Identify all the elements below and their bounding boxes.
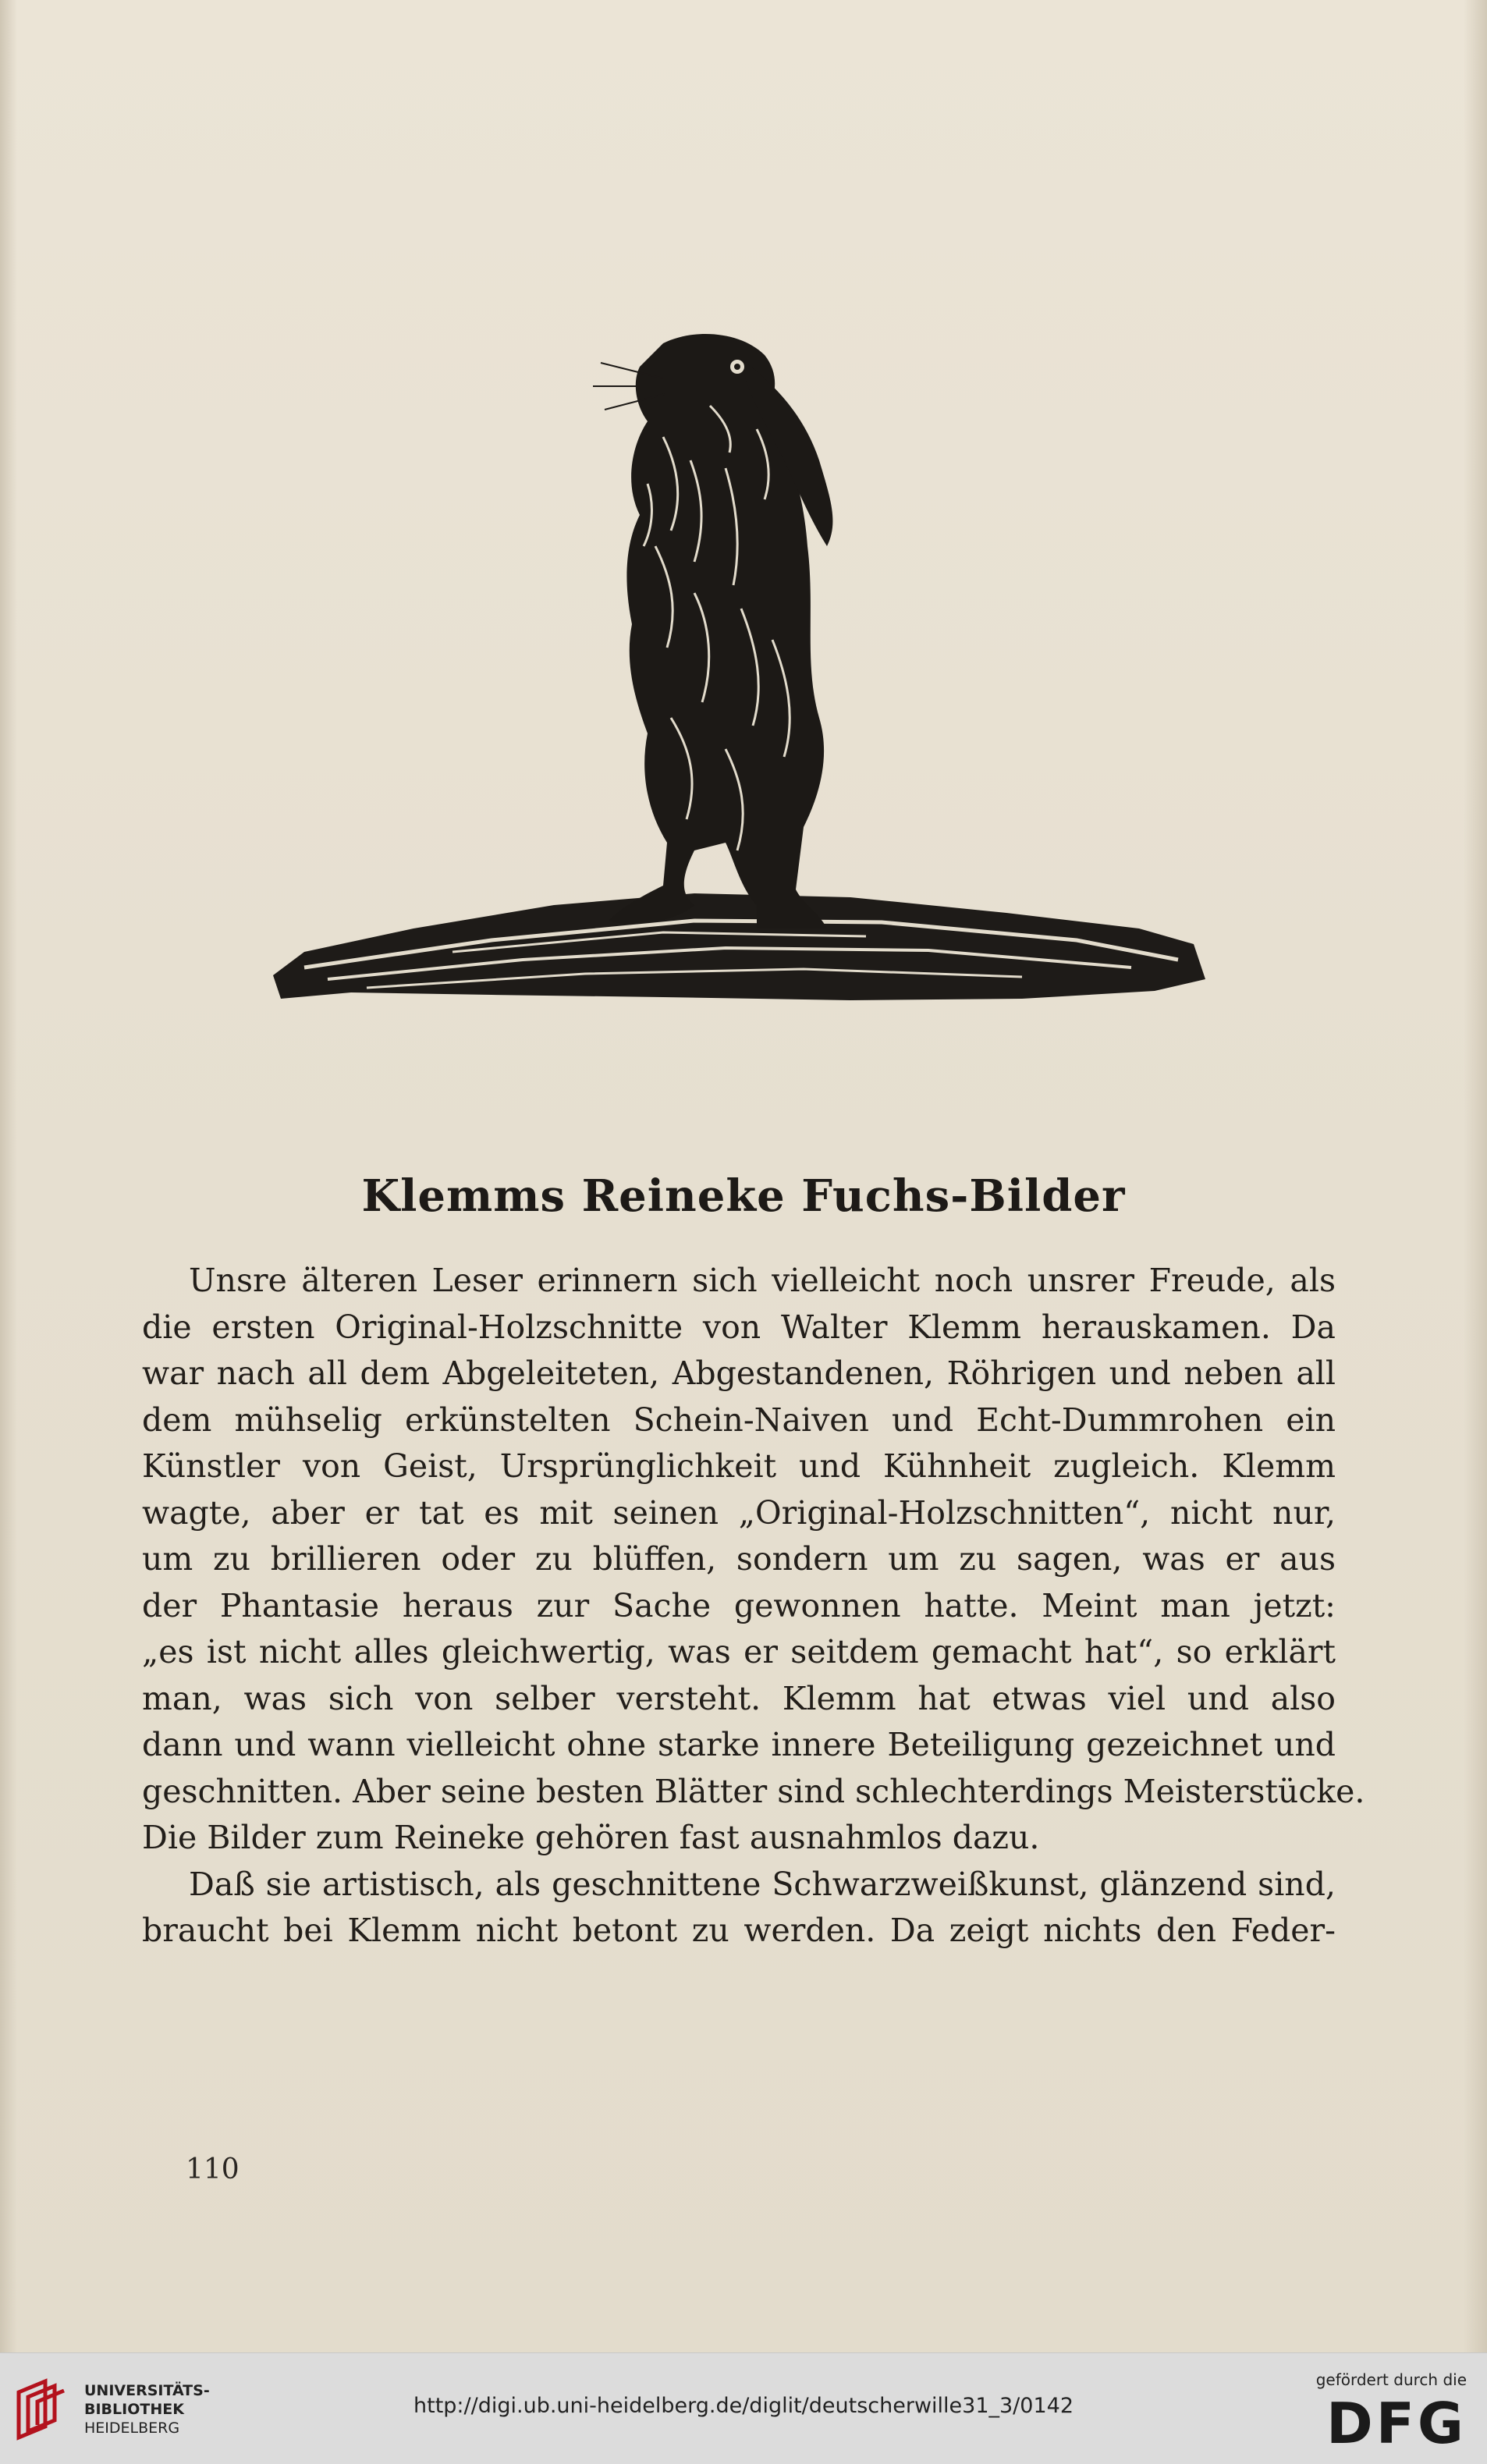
text-line: geschnitten. Aber seine besten Blätter sind schlechterdings Meisterstücke. xyxy=(142,1772,1365,1810)
text-line: man, was sich von selber versteht. Klemm hat etwas viel und also xyxy=(142,1679,1336,1717)
text-line: braucht bei Klemm nicht betont zu werden. Da zeigt nichts den Feder- xyxy=(142,1912,1336,1949)
paragraph-1 xyxy=(142,1258,1365,1862)
article-title: Klemms Reineke Fuchs-Bilder xyxy=(361,1170,1126,1222)
page-number: 110 xyxy=(186,2153,240,2185)
funding-label: gefördert durch die xyxy=(1315,2370,1467,2389)
text-line: wagte, aber er tat es mit seinen „Original-Holzschnitten“, nicht nur, xyxy=(142,1493,1336,1532)
dfg-logo[interactable]: DFG xyxy=(1326,2391,1467,2456)
hare-woodcut-illustration xyxy=(257,312,1233,1030)
text-line: dem mühselig erkünstelten Schein-Naiven und Echt-Dummrohen ein xyxy=(142,1401,1336,1439)
text-line: Daß sie artistisch, als geschnittene Schwarzweißkunst, glänzend sind, xyxy=(189,1865,1336,1903)
text-line: um zu brillieren oder zu blüffen, sondern um zu sagen, was er aus xyxy=(142,1540,1336,1578)
text-line: der Phantasie heraus zur Sache gewonnen hatte. Meint man jetzt: xyxy=(142,1586,1336,1624)
text-line: Unsre älteren Leser erinnern sich vielleicht noch unsrer Freude, als xyxy=(189,1262,1336,1299)
funding-credit xyxy=(1315,2370,1467,2456)
text-line: dann und wann vielleicht ohne starke innere Beteiligung gezeichnet und xyxy=(142,1726,1336,1763)
viewer-footer xyxy=(0,2352,1487,2464)
text-line: Künstler von Geist, Ursprünglichkeit und Kühnheit zugleich. Klemm xyxy=(142,1447,1336,1485)
permalink-url[interactable]: http://digi.ub.uni-heidelberg.de/diglit/deutscherwille31_3/0142 xyxy=(413,2394,1074,2418)
library-name-line1: UNIVERSITÄTS- xyxy=(84,2382,210,2399)
paragraph-2 xyxy=(142,1862,1336,1955)
text-line: Die Bilder zum Reineke gehören fast ausnahmlos dazu. xyxy=(142,1819,1040,1856)
library-name-line3: HEIDELBERG xyxy=(84,2420,180,2437)
article-body xyxy=(142,1258,1365,1955)
text-line: die ersten Original-Holzschnitte von Walter Klemm herauskamen. Da xyxy=(142,1308,1336,1346)
text-line: war nach all dem Abgeleiteten, Abgestandenen, Röhrigen und neben all xyxy=(142,1354,1336,1392)
text-line: „es ist nicht alles gleichwertig, was er seitdem gemacht hat“, so erklärt xyxy=(142,1633,1336,1670)
library-name-line2: BIBLIOTHEK xyxy=(84,2401,184,2418)
